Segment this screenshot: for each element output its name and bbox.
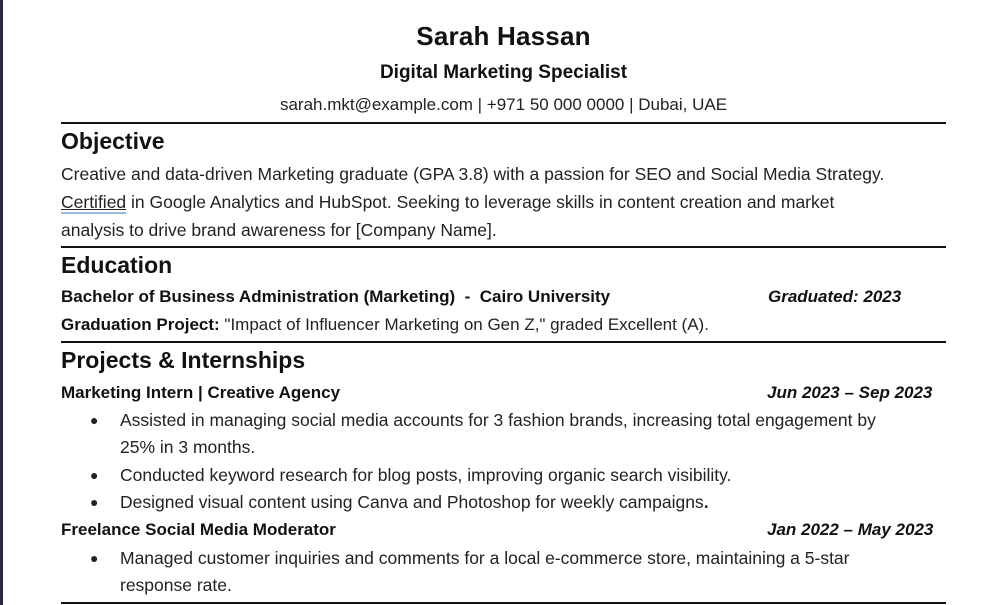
bullet-line: Designed visual content using Canva and Photoshop for weekly campaigns xyxy=(120,492,704,512)
spellcheck-word[interactable]: Certified xyxy=(61,192,127,212)
entry-dates: Jan 2022 – May 2023 xyxy=(767,520,934,539)
contact-line: sarah.mkt@example.com | +971 50 000 0000 | Dubai, UAE xyxy=(279,95,728,114)
bullet-icon: ● xyxy=(90,412,99,428)
graduation-project-row xyxy=(61,315,946,339)
bullet-text xyxy=(120,407,946,461)
graduation-project-text: "Impact of Influencer Marketing on Gen Z," graded Excellent (A). xyxy=(219,315,709,334)
divider xyxy=(61,602,946,604)
bullet-item xyxy=(61,489,946,516)
degree: Bachelor of Business Administration (Marketing) - Cairo University xyxy=(61,287,611,306)
graduated-date: Graduated: 2023 xyxy=(768,287,902,306)
bullet-item xyxy=(61,407,946,461)
section-title-projects: Projects & Internships xyxy=(61,347,306,373)
bullet-line: response rate. xyxy=(120,575,232,595)
graduation-project-label: Graduation Project: xyxy=(61,315,220,334)
objective-line-2 xyxy=(61,188,946,216)
objective-text xyxy=(61,160,946,244)
bullet-line: 25% in 3 months. xyxy=(120,437,256,457)
section-title-education: Education xyxy=(61,252,173,278)
bullet-line: Assisted in managing social media accounts for 3 fashion brands, increasing total engagement by xyxy=(120,410,876,430)
bullet-line: Managed customer inquiries and comments for a local e-commerce store, maintaining a 5-star xyxy=(120,548,850,568)
bullet-item xyxy=(61,462,946,489)
entry-role: Freelance Social Media Moderator xyxy=(61,520,336,539)
divider xyxy=(61,246,946,248)
divider xyxy=(61,122,946,124)
bullet-text: Conducted keyword research for blog posts, improving organic search visibility. xyxy=(120,465,732,485)
objective-line-2-rest: in Google Analytics and HubSpot. Seeking to leverage skills in content creation and market xyxy=(126,192,835,212)
entry-header xyxy=(61,520,946,544)
window-left-border xyxy=(0,0,3,605)
bullet-item xyxy=(61,545,946,599)
bold-period: . xyxy=(703,492,709,512)
candidate-role: Digital Marketing Specialist xyxy=(379,62,628,83)
bullet-icon: ● xyxy=(90,494,99,510)
objective-line-3: analysis to drive brand awareness for [Company Name]. xyxy=(61,220,497,240)
bullet-text xyxy=(120,545,946,599)
candidate-name: Sarah Hassan xyxy=(416,21,591,51)
bullet-icon: ● xyxy=(90,467,99,483)
entry-header xyxy=(61,383,946,407)
section-title-objective: Objective xyxy=(61,128,165,154)
bullet-text xyxy=(120,489,946,516)
entry-dates: Jun 2023 – Sep 2023 xyxy=(767,383,933,402)
objective-line-1: Creative and data-driven Marketing graduate (GPA 3.8) with a passion for SEO and Social Media Strategy. xyxy=(61,164,885,184)
bullet-icon: ● xyxy=(90,550,99,566)
education-degree-row xyxy=(61,287,946,311)
divider xyxy=(61,341,946,343)
entry-role: Marketing Intern | Creative Agency xyxy=(61,383,341,402)
